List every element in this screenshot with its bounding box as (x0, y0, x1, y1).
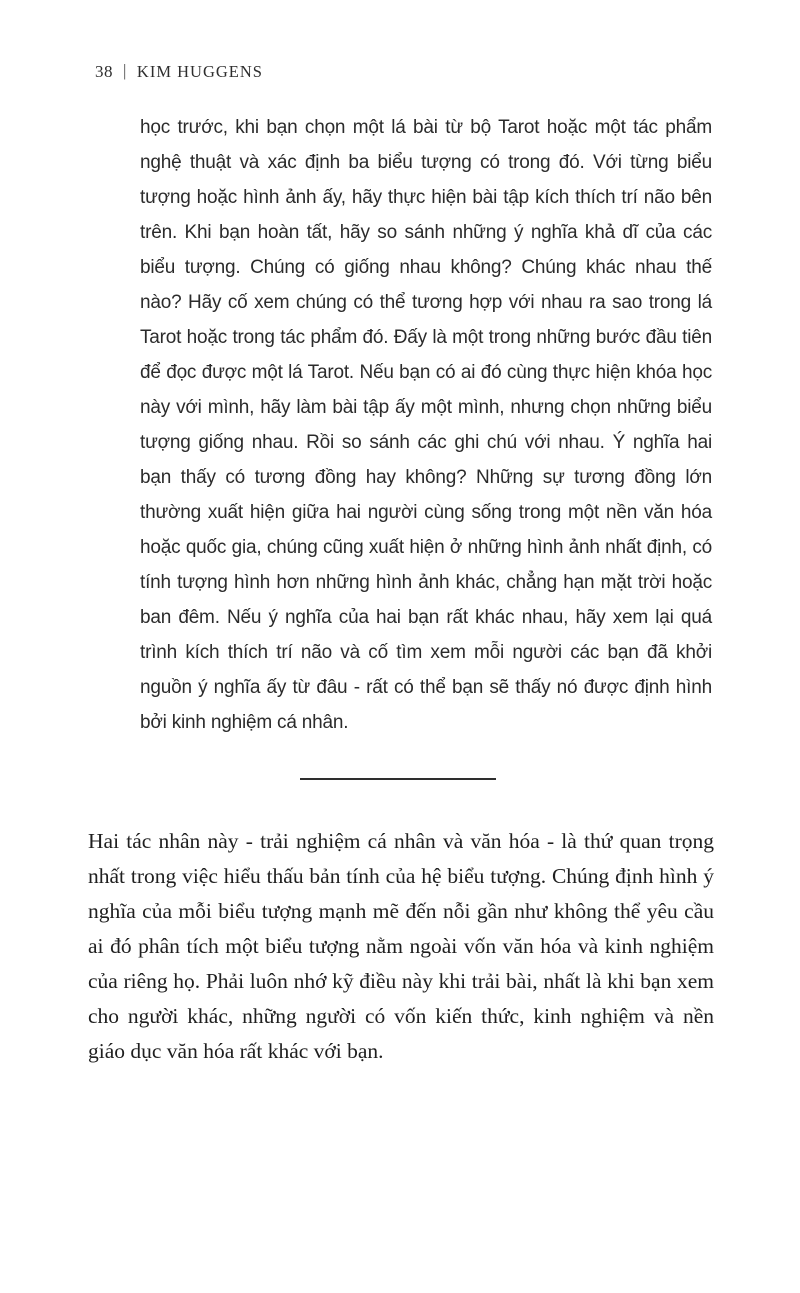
author-name: KIM HUGGENS (136, 62, 263, 81)
excerpt-paragraph: học trước, khi bạn chọn một lá bài từ bộ Tarot hoặc một tác phẩm nghệ thuật và xác định ba biểu tượng có trong đó. Với từng biểu tượng hoặc hình ảnh ấy, hãy thực hiện bài tập kích thích trí não bên trên. Khi bạn hoàn tất, hãy so sánh những ý nghĩa khả dĩ của các biểu tượng. Chúng có giống nhau không? Chúng khác nhau thế nào? Hãy cố xem chúng có thể tương hợp với nhau ra sao trong lá Tarot hoặc trong tác phẩm đó. Đấy là một trong những bước đầu tiên để đọc được một lá Tarot. Nếu bạn có ai đó cùng thực hiện khóa học này với mình, hãy làm bài tập ấy một mình, nhưng chọn những biểu tượng giống nhau. Rồi so sánh các ghi chú với nhau. Ý nghĩa hai bạn thấy có tương đồng hay không? Những sự tương đồng lớn thường xuất hiện giữa hai người cùng sống trong một nền văn hóa hoặc quốc gia, chúng cũng xuất hiện ở những hình ảnh nhất định, có tính tượng hình hơn những hình ảnh khác, chẳng hạn mặt trời hoặc ban đêm. Nếu ý nghĩa của hai bạn rất khác nhau, hãy xem lại quá trình kích thích trí não và cố tìm xem mỗi người các bạn đã khởi nguồn ý nghĩa ấy từ đâu - rất có thể bạn sẽ thấy nó được định hình bởi kinh nghiệm cá nhân. (140, 117, 712, 733)
running-header (95, 62, 800, 82)
body-paragraph: Hai tác nhân này - trải nghiệm cá nhân và văn hóa - là thứ quan trọng nhất trong việc hiểu thấu bản tính của hệ biểu tượng. Chúng định hình ý nghĩa của mỗi biểu tượng mạnh mẽ đến nỗi gần như không thể yêu cầu ai đó phân tích một biểu tượng nằm ngoài vốn văn hóa và kinh nghiệm của riêng họ. Phải luôn nhớ kỹ điều này khi trải bài, nhất là khi bạn xem cho người khác, những người có vốn kiến thức, kinh nghiệm và nền giáo dục văn hóa rất khác với bạn. (88, 829, 714, 1063)
header-separator: | (123, 61, 127, 80)
section-divider (300, 778, 496, 780)
page-number: 38 (95, 62, 113, 81)
